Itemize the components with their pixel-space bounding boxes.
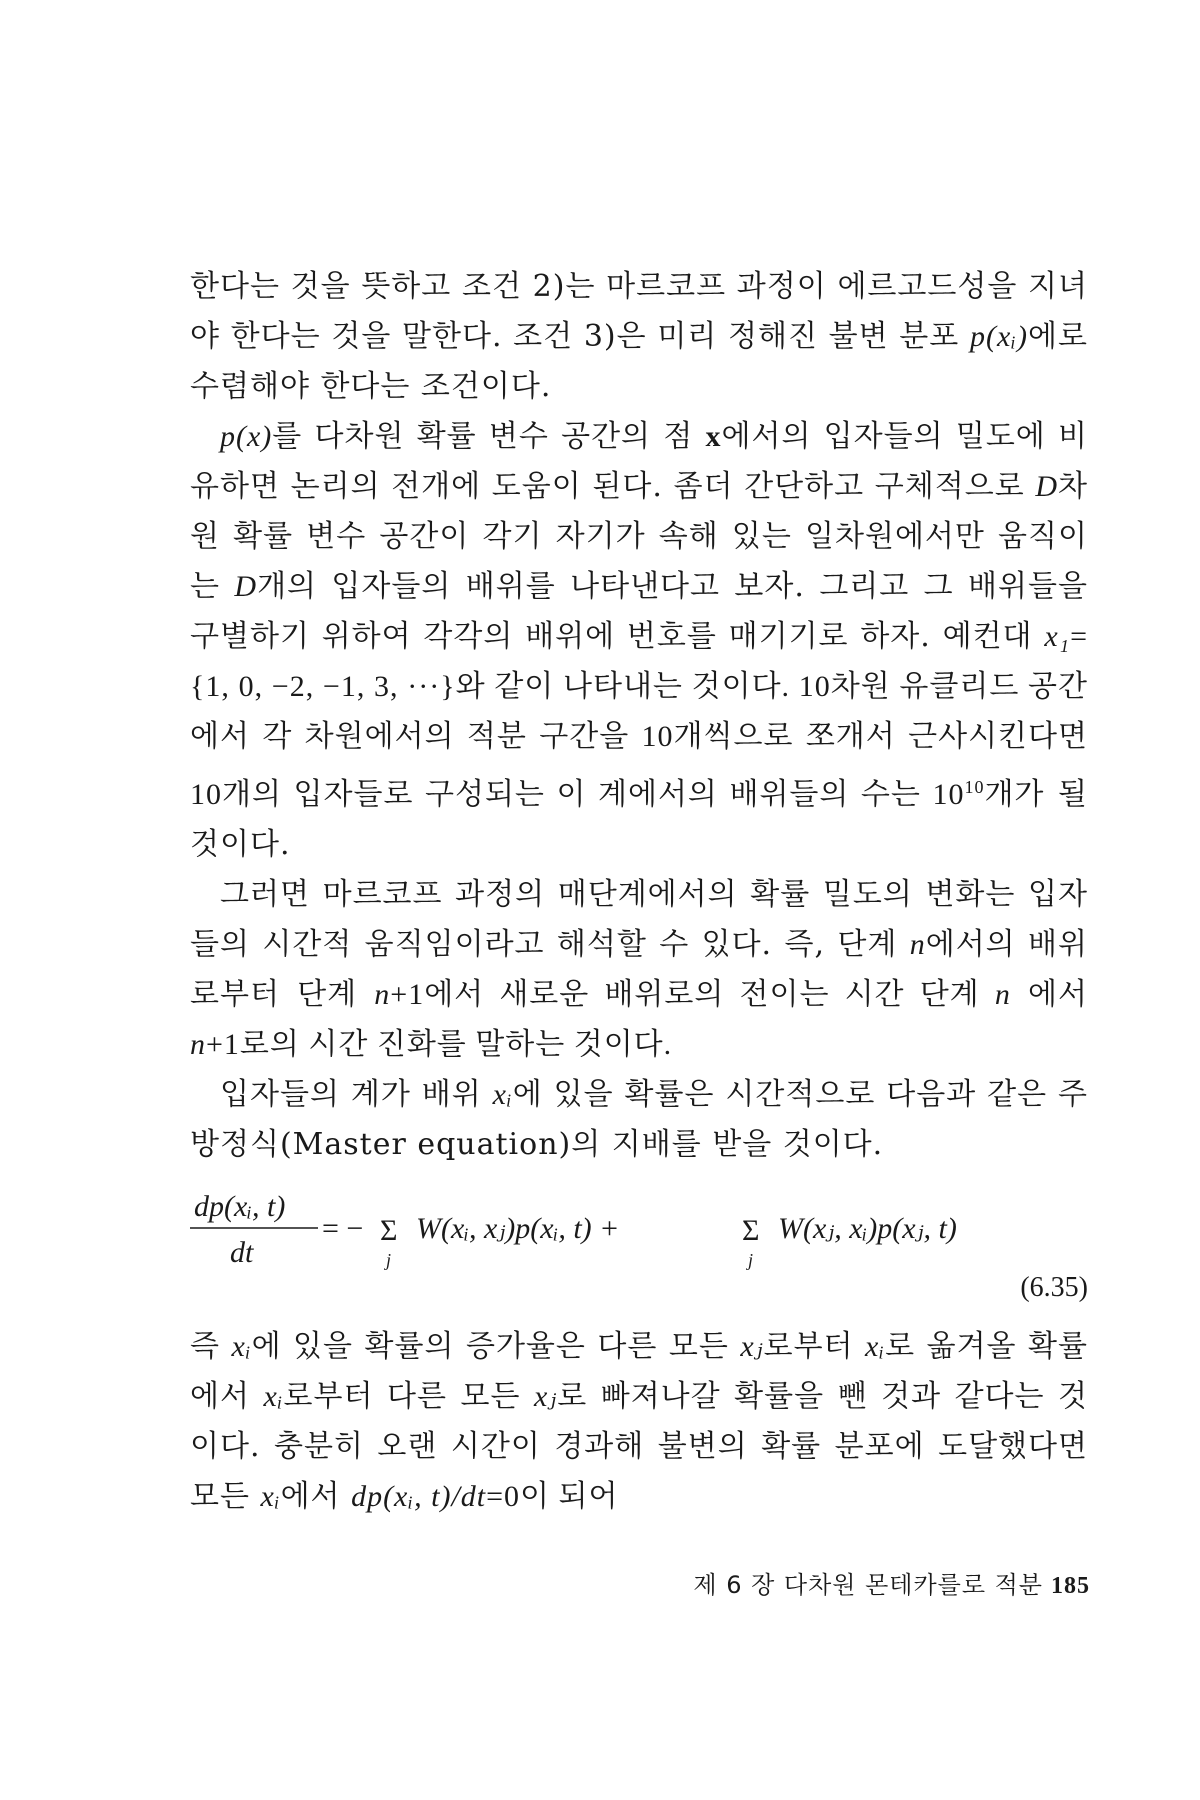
paragraph-text: 한다는 것을 뜻하고 조건 2)는 마르코프 과정이 에르고드성을 지녀야 한다는 것을 말한다. 조건 3)은 미리 정해진 불변 분포	[190, 269, 1088, 354]
math-inline: x₁	[1044, 620, 1071, 653]
math-inline: p(xᵢ)	[969, 320, 1029, 353]
math-inline: D	[234, 570, 258, 603]
paragraph-text: 에서의 배위로부터 단계	[190, 927, 1088, 1012]
paragraph-text: 로 옮겨올 확률에서	[190, 1329, 1089, 1414]
math-inline: xⱼ	[533, 1380, 558, 1413]
math-inline: dp(xᵢ, t)/dt	[351, 1480, 487, 1513]
math-inline: n	[994, 978, 1011, 1011]
math-inline: xᵢ	[231, 1330, 252, 1363]
paragraph-text: 로부터 다른 모든	[283, 1379, 534, 1414]
math-inline: n	[190, 1028, 206, 1061]
summation-sign: Σ	[380, 1214, 398, 1247]
paragraph-text: 를 다차원 확률 변수 공간의 점	[272, 419, 706, 454]
math-inline: x	[705, 420, 722, 453]
paragraph-text: 에 있을 확률의 증가율은 다른 모든	[251, 1329, 741, 1364]
paragraph-text: +1에서 새로운 배위로의 전이는 시간 단계	[390, 978, 995, 1011]
equation-number: (6.35)	[1020, 1272, 1088, 1303]
page-body	[190, 262, 1088, 1522]
paragraph-4	[190, 1070, 1088, 1170]
paragraph-text: 개의 입자들의 배위를 나타낸다고 보자. 그리고 그 배위들을 구별하기 위하여 각각의 배위에 번호를 매기기로 하자. 예컨대	[190, 569, 1088, 654]
summation-sign: Σ	[742, 1214, 760, 1247]
math-inline: xᵢ	[260, 1480, 281, 1513]
equation-term-b: W(xⱼ, xᵢ)p(xⱼ, t)	[778, 1212, 957, 1245]
paragraph-text: ={1, 0, −2, −1, 3, ···}와 같이 나타내는 것이다. 10차원 유클리드 공간에서 각 차원에서의 적분 구간을 10개씩으로 쪼개서 근사시킨다면 10개의 입자들로 구성되는 이 계에서의 배위들의 수는 10	[190, 620, 1088, 811]
paragraph-text: 그러면 마르코프 과정의 매단계에서의 확률 밀도의 변화는 입자들의 시간적 움직임이라고 해석할 수 있다. 즉, 단계	[190, 877, 1088, 962]
chapter-title: 제 6 장 다차원 몬테카를로 적분	[693, 1571, 1043, 1599]
summation-index: j	[748, 1250, 754, 1270]
paragraph-text: 로부터	[763, 1329, 866, 1364]
equation-term-a: W(xᵢ, xⱼ)p(xᵢ, t) +	[416, 1212, 620, 1245]
paragraph-text: 로 빠져나갈 확률을 뺀 것과 같다는 것이다. 충분히 오랜 시간이 경과해 불변의 확률 분포에 도달했다면 모든	[190, 1379, 1089, 1514]
page-footer	[590, 1565, 1090, 1600]
paragraph-5	[190, 1322, 1088, 1522]
math-inline: xᵢ	[865, 1330, 886, 1363]
paragraph-text: 개가 될 것이다.	[190, 777, 1088, 862]
page-number: 185	[1051, 1573, 1090, 1599]
paragraph-text: +1로의 시간 진화를 말하는 것이다.	[206, 1028, 673, 1061]
superscript: 10	[964, 777, 985, 797]
paragraph-text: 에서	[1028, 977, 1088, 1012]
equation-equals-minus: = −	[322, 1212, 364, 1245]
equation-numerator: dp(xᵢ, t)	[194, 1190, 286, 1223]
math-inline: n	[374, 978, 391, 1011]
paragraph-text: 에서	[280, 1479, 352, 1514]
math-inline: xᵢ	[263, 1380, 284, 1413]
math-inline: p(x)	[220, 420, 273, 453]
paragraph-text: =0이 되어	[486, 1480, 619, 1513]
math-inline: n	[909, 928, 926, 961]
math-inline: xᵢ	[492, 1078, 513, 1111]
summation-index: j	[386, 1250, 392, 1270]
equation-denominator: dt	[230, 1236, 254, 1269]
paragraph-2	[190, 412, 1088, 870]
equation-figure	[190, 1180, 1088, 1310]
paragraph-text: 에서의 입자들의 밀도에 비유하면 논리의 전개에 도움이 된다. 좀더 간단하고 구체적으로	[190, 419, 1088, 504]
math-inline: D	[1035, 470, 1059, 503]
paragraph-1	[190, 262, 1088, 412]
master-equation	[190, 1180, 1088, 1310]
paragraph-3	[190, 870, 1088, 1070]
paragraph-text: 차원 확률 변수 공간이 각기 자기가 속해 있는 일차원에서만 움직이는	[190, 469, 1088, 604]
paragraph-text: 에로 수렴해야 한다는 조건이다.	[190, 319, 1088, 404]
math-inline: xⱼ	[740, 1330, 764, 1363]
paragraph-text: 에 있을 확률은 시간적으로 다음과 같은 주방정식(Master equation)의 지배를 받을 것이다.	[190, 1077, 1088, 1162]
paragraph-text: 즉	[190, 1329, 232, 1364]
paragraph-text: 입자들의 계가 배위	[220, 1077, 493, 1112]
